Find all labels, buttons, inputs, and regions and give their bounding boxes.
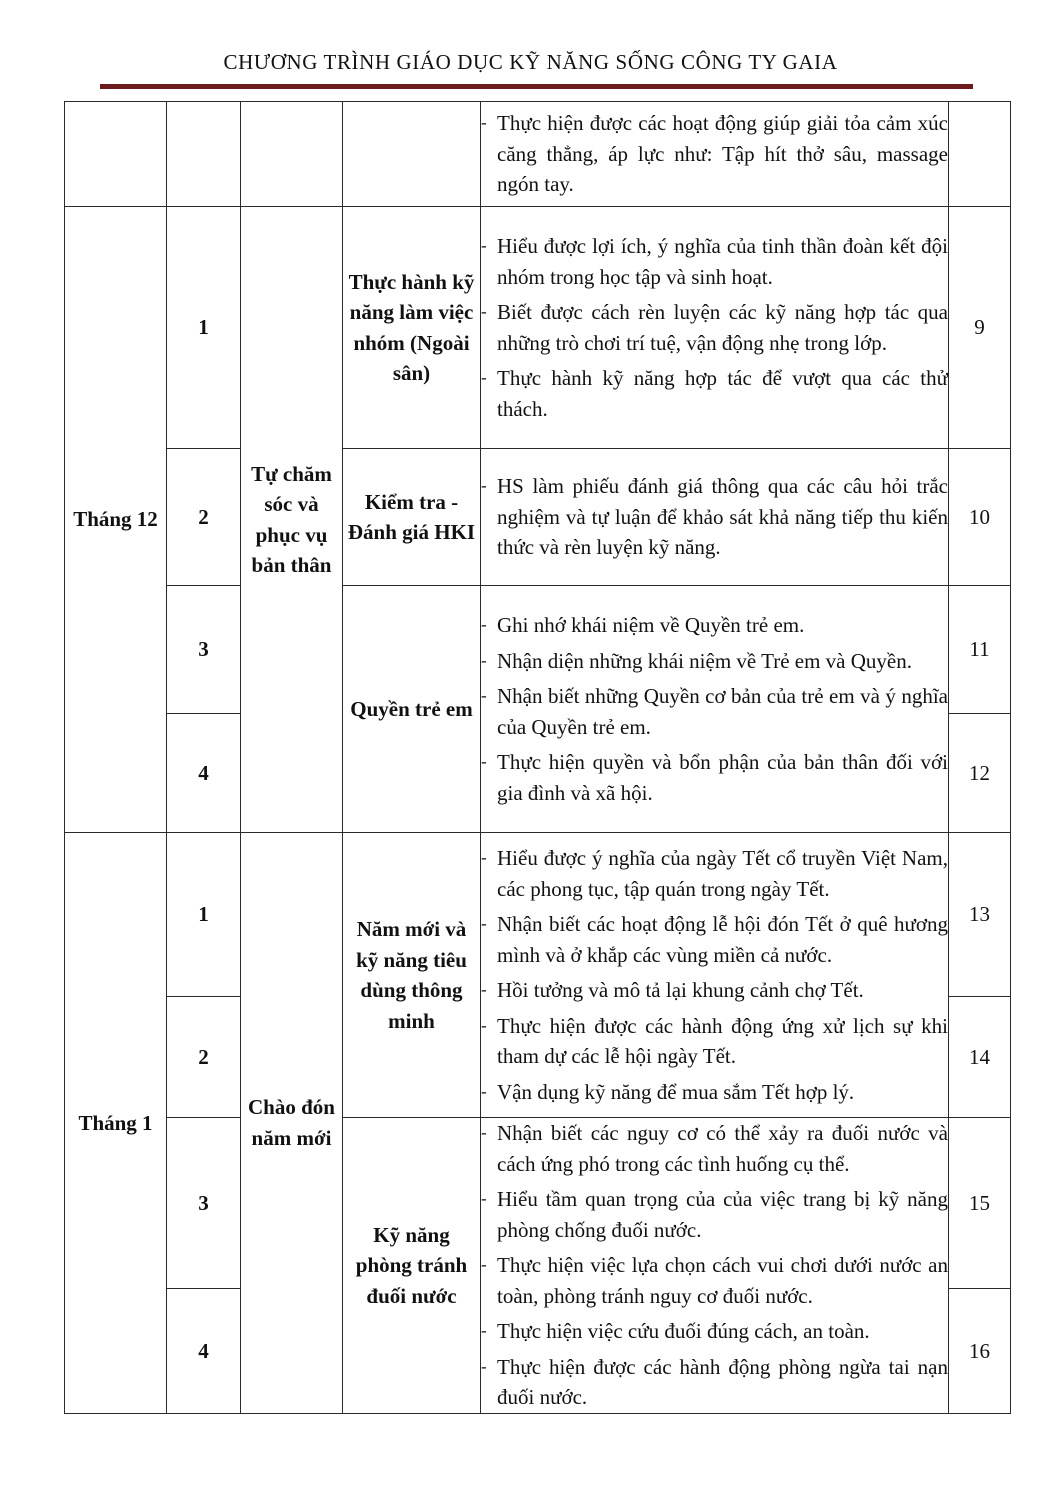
bullet-dash: -: [481, 752, 487, 771]
objective-text: Hồi tưởng và mô tả lại khung cảnh chợ Tết.: [497, 978, 864, 1002]
objective-text: Thực hiện được các hành động ứng xử lịch sự khi tham dự các lễ hội ngày Tết.: [497, 1013, 948, 1068]
bullet-dash: -: [481, 1255, 487, 1274]
objective-text: Biết được cách rèn luyện các kỹ năng hợp tác qua những trò chơi trí tuệ, vận động nhẹ trong lớp.: [497, 300, 948, 355]
week-cell: 4: [167, 714, 241, 833]
theme-cell: Chào đón năm mới: [241, 833, 343, 1414]
objective-text: Nhận diện những khái niệm về Trẻ em và Quyền.: [497, 648, 912, 673]
objective-item: [481, 975, 948, 1006]
table-row: [65, 586, 1011, 714]
objectives-cell: [481, 833, 949, 1118]
objective-item: [481, 231, 948, 292]
bullet-dash: -: [481, 1356, 487, 1376]
table-row: [65, 449, 1011, 586]
objective-text: Vận dụng kỹ năng để mua sắm Tết hợp lý.: [497, 1079, 855, 1104]
bullet-dash: -: [481, 236, 487, 255]
month-cell: [65, 102, 167, 207]
objective-item: [481, 108, 948, 200]
lesson-cell: 14: [949, 997, 1011, 1118]
week-cell: 2: [167, 449, 241, 586]
table-row: [65, 102, 1011, 207]
table-row: [65, 207, 1011, 449]
week-cell: 2: [167, 997, 241, 1118]
objective-text: Thực hiện được các hành động phòng ngừa tai nạn đuối nước.: [497, 1354, 948, 1409]
objective-text: Ghi nhớ khái niệm về Quyền trẻ em.: [497, 613, 805, 637]
bullet-dash: -: [481, 1321, 487, 1340]
lesson-cell: 12: [949, 714, 1011, 833]
objectives-cell: [481, 1118, 949, 1414]
objective-item: [481, 363, 948, 424]
objective-text: Nhận biết các nguy cơ có thể xảy ra đuối nước và cách ứng phó trong các tình huống cụ thể.: [497, 1121, 948, 1176]
objective-text: Thực hiện việc cứu đuối đúng cách, an toàn.: [497, 1319, 870, 1343]
objective-item: [481, 297, 948, 358]
objective-item: [481, 747, 948, 808]
bullet-dash: -: [481, 980, 487, 999]
bullet-dash: -: [481, 686, 487, 705]
week-cell: 4: [167, 1289, 241, 1413]
objective-text: Thực hiện quyền và bổn phận của bản thân đối với gia đình và xã hội.: [497, 750, 948, 805]
week-cell: 3: [167, 586, 241, 714]
lesson-cell: 9: [949, 207, 1011, 449]
table-row: [65, 1118, 1011, 1289]
objective-text: Thực hiện việc lựa chọn cách vui chơi dưới nước an toàn, phòng tránh nguy cơ đuối nước.: [497, 1253, 948, 1308]
week-cell: 1: [167, 833, 241, 997]
objective-text: Thực hiện được các hoạt động giúp giải tỏa cảm xúc căng thẳng, áp lực như: Tập hít thở sâu, massage ngón tay.: [497, 111, 948, 197]
header-divider: [100, 84, 973, 89]
objective-item: [481, 471, 948, 563]
objective-text: HS làm phiếu đánh giá thông qua các câu hỏi trắc nghiệm và tự luận để khảo sát khả năng tiếp thu kiến thức và rèn luyện kỹ năng.: [497, 474, 948, 560]
lesson-cell: [949, 102, 1011, 207]
objectives-cell: [481, 586, 949, 833]
bullet-dash: -: [481, 615, 487, 634]
curriculum-table: [64, 101, 1011, 1414]
objective-item: [481, 843, 948, 904]
objective-item: [481, 1352, 948, 1413]
topic-cell: Năm mới và kỹ năng tiêu dùng thông minh: [343, 833, 481, 1118]
bullet-dash: -: [481, 302, 487, 321]
objective-item: [481, 1184, 948, 1245]
objective-item: [481, 1011, 948, 1072]
topic-cell: Quyền trẻ em: [343, 586, 481, 833]
objective-item: [481, 1118, 948, 1179]
objective-item: [481, 1077, 948, 1108]
lesson-cell: 10: [949, 449, 1011, 586]
objectives-cell: [481, 207, 949, 449]
bullet-dash: -: [481, 113, 487, 133]
lesson-cell: 15: [949, 1118, 1011, 1289]
objectives-cell: [481, 102, 949, 207]
month-cell: Tháng 12: [65, 207, 167, 833]
lesson-cell: 13: [949, 833, 1011, 997]
objective-text: Nhận biết những Quyền cơ bản của trẻ em và ý nghĩa của Quyền trẻ em.: [497, 684, 948, 739]
objective-text: Hiểu được lợi ích, ý nghĩa của tinh thần đoàn kết đội nhóm trong học tập và sinh hoạt.: [497, 234, 948, 289]
objective-item: [481, 646, 948, 677]
bullet-dash: -: [481, 1015, 487, 1035]
theme-cell: Tự chăm sóc và phục vụ bản thân: [241, 207, 343, 833]
theme-cell: [241, 102, 343, 207]
objective-item: [481, 909, 948, 970]
bullet-dash: -: [481, 476, 487, 496]
page-header-title: CHƯƠNG TRÌNH GIÁO DỤC KỸ NĂNG SỐNG CÔNG TY GAIA: [223, 50, 838, 74]
month-cell: Tháng 1: [65, 833, 167, 1414]
week-cell: [167, 102, 241, 207]
bullet-dash: -: [481, 1189, 487, 1208]
topic-cell: Kỹ năng phòng tránh đuối nước: [343, 1118, 481, 1414]
bullet-dash: -: [481, 1081, 487, 1101]
topic-cell: [343, 102, 481, 207]
lesson-cell: 11: [949, 586, 1011, 714]
week-cell: 3: [167, 1118, 241, 1289]
topic-cell: Thực hành kỹ năng làm việc nhóm (Ngoài sân): [343, 207, 481, 449]
objective-text: Nhận biết các hoạt động lễ hội đón Tết ở quê hương mình và ở khắp các vùng miền cả nước.: [497, 912, 948, 967]
table-row: [65, 833, 1011, 997]
lesson-cell: 16: [949, 1289, 1011, 1413]
bullet-dash: -: [481, 1123, 487, 1142]
bullet-dash: -: [481, 368, 487, 387]
objective-text: Thực hành kỹ năng hợp tác để vượt qua các thử thách.: [497, 366, 948, 421]
topic-cell: Kiểm tra - Đánh giá HKI: [343, 449, 481, 586]
bullet-dash: -: [481, 650, 487, 670]
objectives-cell: [481, 449, 949, 586]
objective-text: Hiểu tầm quan trọng của của việc trang bị kỹ năng phòng chống đuối nước.: [497, 1187, 948, 1242]
bullet-dash: -: [481, 914, 487, 933]
objective-item: [481, 1250, 948, 1311]
week-cell: 1: [167, 207, 241, 449]
objective-item: [481, 681, 948, 742]
objective-item: [481, 1316, 948, 1347]
bullet-dash: -: [481, 848, 487, 867]
objective-text: Hiểu được ý nghĩa của ngày Tết cổ truyền Việt Nam, các phong tục, tập quán trong ngày Tết.: [497, 846, 948, 901]
objective-item: [481, 610, 948, 641]
